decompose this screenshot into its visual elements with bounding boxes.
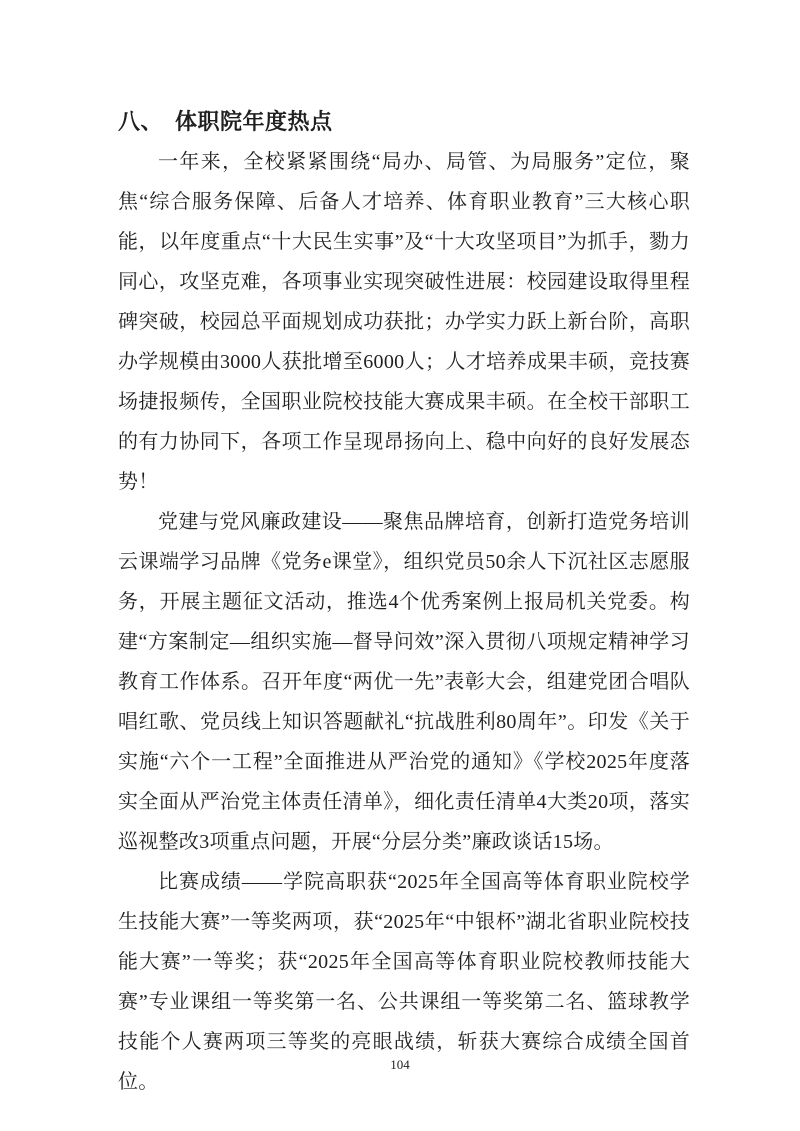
paragraph-competition-results: 比赛成绩——学院高职获“2025年全国高等体育职业院校学生技能大赛”一等奖两项，获“2025年“中银杯”湖北省职业院校技能大赛”一等奖；获“2025年全国高等体育职业院校教师技能大赛”专业课组一等奖第一名、公共课组一等奖第二名、篮球教学技能个人赛两项三等奖的亮眼战绩，斩获大赛综合成绩全国首位。 <box>118 871 690 1093</box>
paragraph-annual-overview: 一年来，全校紧紧围绕“局办、局管、为局服务”定位，聚焦“综合服务保障、后备人才培养、体育职业教育”三大核心职能，以年度重点“十大民生实事”及“十大攻坚项目”为抓手，勠力同心，攻坚克难，各项事业实现突破性进展：校园建设取得里程碑突破，校园总平面规划成功获批；办学实力跃上新台阶，高职办学规模由3000人获批增至6000人；人才培养成果丰硕，竞技赛场捷报频传，全国职业院校技能大赛成果丰硕。在全校干部职工的有力协同下，各项工作呈现昂扬向上、稳中向好的良好发展态势！ <box>118 151 690 493</box>
section-heading: 八、 体职院年度热点 <box>118 109 333 134</box>
page-number: 104 <box>390 1057 410 1072</box>
paragraph-party-building: 党建与党风廉政建设——聚焦品牌培育，创新打造党务培训云课端学习品牌《党务e课堂》，组织党员50余人下沉社区志愿服务，开展主题征文活动，推选4个优秀案例上报局机关党委。构建“方案制定—组织实施—督导问效”深入贯彻八项规定精神学习教育工作体系。召开年度“两优一先”表彰大会，组建党团合唱队唱红歌、党员线上知识答题献礼“抗战胜利80周年”。印发《关于实施“六个一工程”全面推进从严治党的通知》《学校2025年度落实全面从严治党主体责任清单》，细化责任清单4大类20项，落实巡视整改3项重点问题，开展“分层分类”廉政谈话15场。 <box>118 511 690 853</box>
